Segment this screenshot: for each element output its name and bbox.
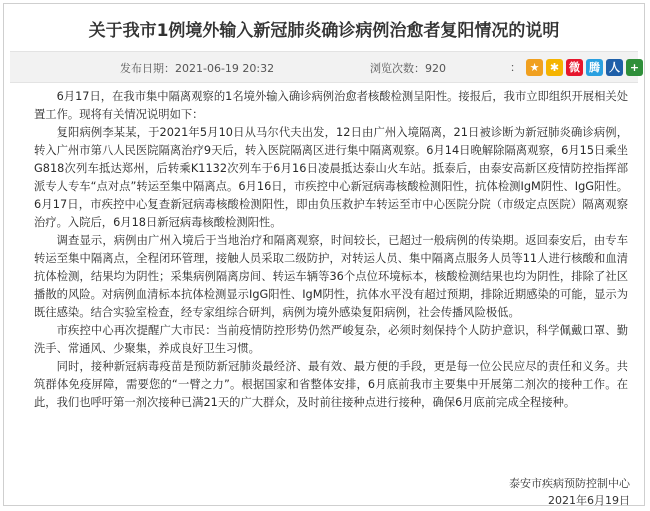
view-count-label: 浏览次数： bbox=[370, 62, 425, 75]
paragraph-vaccination: 同时，接种新冠病毒疫苗是预防新冠肺炎最经济、最有效、最方便的手段，更是每一位公民应尽的责任和义务。共筑群体免疫屏障，需要您的“一臂之力”。根据国家和省整体安排，6月底前我市主要集中开展第二剂次的接种工作。在此，我们也呼吁第一剂次接种已满21天的广大群众，及时前往接种点进行接种，确保6月底前完成全程接种。 bbox=[34, 360, 628, 409]
paragraph-investigation: 调查显示，病例由广州入境后于当地治疗和隔离观察，时间较长，已超过一般病例的传染期。返回泰安后，由专车转运至集中隔离点，全程闭环管理，接触人员采取二级防护，对转运人员、集中隔离点服务人员等11人进行核酸和血清抗体检测，结果均为阴性；采集病例隔离房间、转运车辆等36个点位环境标本，核酸检测结果也均为阴性，排除了社区播散的风险。对病例血清标本抗体检测显示IgG阳性、IgM阴性，抗体水平没有超过预期，排除近期感染的可能，显示为既往感染。结合实验室检查，经专家组综合研判，病例为境外感染复阳病例，社会传播风险极低。 bbox=[34, 234, 628, 319]
share-label: ： bbox=[510, 61, 521, 74]
paragraph-case: 复阳病例李某某，于2021年5月10日从马尔代夫出发，12日由广州入境隔离，21日被诊断为新冠肺炎确诊病例，转入广州市第八人民医院隔离治疗9天后，转入医院隔离区进行集中隔离观察。6月14日晚解除隔离观察，6月15日乘坐G818次列车抵达郑州，后转乘K1132次列车于6月16日凌晨抵达泰山火车站。抵泰后，由泰安高新区疫情防控指挥部派专人专车“点对点”转运至集中隔离点。6月16日，市疾控中心新冠病毒核酸检测阳性，抗体检测IgM阴性、IgG阳性。6月17日，市疾控中心复查新冠病毒核酸检测阳性，即由负压救护车转运至市中心医院分院（市级定点医院）隔离观察治疗。入院后，6月18日新冠病毒核酸检测阳性。 bbox=[34, 126, 628, 229]
article-meta-bar bbox=[10, 51, 638, 83]
publish-date: 发布日期：2021-06-19 20:32 bbox=[120, 62, 275, 75]
tencent-weibo-icon[interactable]: 腾 bbox=[586, 59, 603, 76]
more-share-icon[interactable]: + bbox=[626, 59, 643, 76]
paragraph-intro: 6月17日，在我市集中隔离观察的1名境外输入确诊病例治愈者核酸检测呈阳性。接报后，我市立即组织开展相关处置工作。现将有关情况说明如下： bbox=[34, 90, 628, 121]
article-title: 关于我市1例境外输入新冠肺炎确诊病例治愈者复阳情况的说明 bbox=[88, 21, 560, 41]
star-icon[interactable]: ★ bbox=[526, 59, 543, 76]
share-toolbar bbox=[510, 57, 643, 77]
article-body bbox=[34, 88, 628, 412]
signature-block bbox=[509, 475, 630, 509]
qzone-icon[interactable]: ✱ bbox=[546, 59, 563, 76]
signature-org: 泰安市疾病预防控制中心 bbox=[509, 477, 630, 490]
paragraph-reminder: 市疾控中心再次提醒广大市民：当前疫情防控形势仍然严峻复杂，必须时刻保持个人防护意识，科学佩戴口罩、勤洗手、常通风、少聚集，养成良好卫生习惯。 bbox=[34, 324, 628, 355]
weibo-icon[interactable]: 微 bbox=[566, 59, 583, 76]
renren-icon[interactable]: 人 bbox=[606, 59, 623, 76]
signature-date: 2021年6月19日 bbox=[548, 494, 630, 507]
view-count-value: 920 bbox=[425, 62, 446, 75]
view-count bbox=[370, 60, 446, 76]
article-frame bbox=[3, 3, 645, 506]
